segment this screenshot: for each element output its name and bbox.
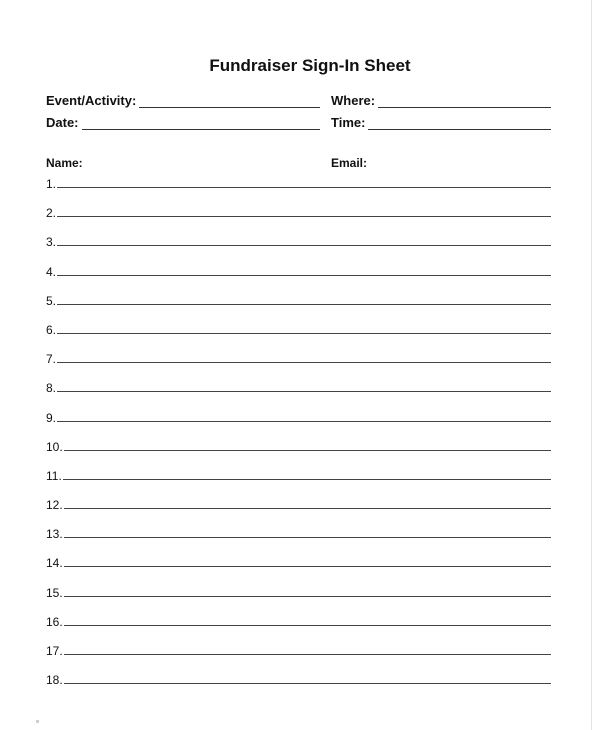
where-label: Where: xyxy=(331,93,376,108)
row-number: 10. xyxy=(46,439,63,454)
sign-in-row xyxy=(46,526,551,555)
sign-in-row xyxy=(46,497,551,526)
sign-in-row xyxy=(46,672,551,701)
row-blank-line[interactable] xyxy=(64,526,551,538)
row-number: 6. xyxy=(46,322,57,337)
row-blank-line[interactable] xyxy=(57,380,551,392)
sign-in-row xyxy=(46,468,551,497)
row-blank-line[interactable] xyxy=(57,176,551,188)
event-activity-blank-line[interactable] xyxy=(139,95,320,108)
row-blank-line[interactable] xyxy=(57,205,551,217)
sign-in-row xyxy=(46,176,551,205)
row-blank-line[interactable] xyxy=(64,439,551,451)
sign-in-row xyxy=(46,585,551,614)
time-label: Time: xyxy=(331,115,366,130)
row-number: 18. xyxy=(46,673,63,688)
row-number: 14. xyxy=(46,556,63,571)
sign-in-row xyxy=(46,293,551,322)
row-blank-line[interactable] xyxy=(57,234,551,246)
row-blank-line[interactable] xyxy=(57,293,551,305)
page-title: Fundraiser Sign-In Sheet xyxy=(209,56,411,75)
row-blank-line[interactable] xyxy=(64,643,551,655)
row-number: 3. xyxy=(46,235,57,250)
row-number: 9. xyxy=(46,410,57,425)
where-blank-line[interactable] xyxy=(378,95,551,108)
sign-in-row xyxy=(46,234,551,263)
row-number: 11. xyxy=(46,468,62,483)
row-blank-line[interactable] xyxy=(64,614,551,626)
sign-in-row xyxy=(46,380,551,409)
row-blank-line[interactable] xyxy=(57,351,551,363)
sign-in-row xyxy=(46,205,551,234)
event-activity-label: Event/Activity: xyxy=(46,93,137,108)
sign-in-row xyxy=(46,643,551,672)
corner-mark xyxy=(36,720,39,723)
sign-in-row xyxy=(46,264,551,293)
row-blank-line[interactable] xyxy=(57,322,551,334)
row-number: 12. xyxy=(46,498,63,513)
row-number: 4. xyxy=(46,264,57,279)
row-blank-line[interactable] xyxy=(64,497,551,509)
sign-in-rows xyxy=(46,176,551,701)
row-blank-line[interactable] xyxy=(64,555,551,567)
row-number: 5. xyxy=(46,293,57,308)
row-number: 13. xyxy=(46,527,63,542)
sign-in-row xyxy=(46,614,551,643)
row-blank-line[interactable] xyxy=(63,468,551,480)
sign-in-row xyxy=(46,351,551,380)
time-blank-line[interactable] xyxy=(368,117,551,130)
event-activity-field xyxy=(46,92,320,108)
date-label: Date: xyxy=(46,115,79,130)
time-field xyxy=(331,114,551,130)
row-blank-line[interactable] xyxy=(64,585,551,597)
row-number: 1. xyxy=(46,177,57,191)
date-field xyxy=(46,114,320,130)
sign-in-row xyxy=(46,439,551,468)
where-field xyxy=(331,92,551,108)
date-blank-line[interactable] xyxy=(82,117,320,130)
row-number: 8. xyxy=(46,381,57,396)
row-number: 7. xyxy=(46,352,57,367)
row-number: 17. xyxy=(46,644,63,658)
row-number: 2. xyxy=(46,206,57,221)
row-blank-line[interactable] xyxy=(64,672,551,684)
row-number: 15. xyxy=(46,585,63,600)
row-number: 16. xyxy=(46,614,63,629)
sign-in-row xyxy=(46,322,551,351)
sign-in-row xyxy=(46,410,551,439)
email-column-header: Email: xyxy=(331,156,368,170)
row-blank-line[interactable] xyxy=(57,410,551,422)
row-blank-line[interactable] xyxy=(57,264,551,276)
name-column-header: Name: xyxy=(46,156,83,170)
sign-in-row xyxy=(46,555,551,584)
